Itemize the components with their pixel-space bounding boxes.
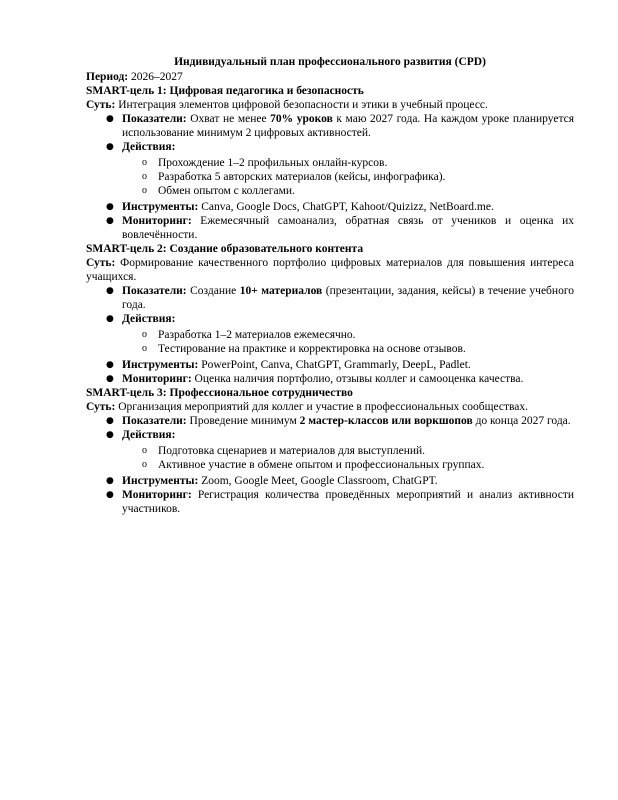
- goal-2-action-1: Разработка 1–2 материалов ежемесячно.: [158, 329, 356, 341]
- bullet-icon: ●: [106, 430, 114, 440]
- circle-bullet-icon: o: [142, 459, 147, 470]
- goal-3-monitoring: [86, 488, 574, 516]
- goal-3-monitoring-text: Регистрация количества проведённых мероприятий и анализ активности участников.: [122, 489, 574, 515]
- goal-3-tools-label: Инструменты:: [122, 475, 199, 487]
- goal-3-indicators-pre: Проведение минимум: [186, 415, 300, 427]
- goal-2-heading: [86, 242, 574, 256]
- goal-1-actions: [86, 140, 574, 198]
- goal-2-action-2: Тестирование на практике и корректировка на основе отзывов.: [158, 343, 466, 355]
- bullet-icon: ●: [106, 314, 114, 324]
- goal-3-heading-text: SMART-цель 3: Профессиональное сотрудничество: [86, 387, 353, 399]
- goal-1-essence-text: Интеграция элементов цифровой безопасности и этики в учебный процесс.: [115, 99, 488, 111]
- bullet-icon: ●: [106, 142, 114, 152]
- bullet-icon: ●: [106, 360, 114, 370]
- circle-bullet-icon: o: [142, 445, 147, 456]
- goal-1-heading: [86, 84, 574, 98]
- list-item: [122, 444, 574, 458]
- goal-3-indicators-post: до конца 2027 года.: [472, 415, 571, 427]
- goal-1-tools-text: Canva, Google Docs, ChatGPT, Kahoot/Quizizz, NetBoard.me.: [198, 201, 494, 213]
- goal-3-list: [86, 414, 574, 516]
- goal-1-indicators-pre: Охват не менее: [186, 113, 271, 125]
- period-label: Период:: [86, 71, 129, 83]
- bullet-icon: ●: [106, 216, 114, 226]
- goal-1-section: [86, 84, 574, 242]
- goal-1-indicators: [86, 112, 574, 140]
- goal-1-monitoring-text: Ежемесячный самоанализ, обратная связь от учеников и оценка их вовлечённости.: [122, 215, 574, 241]
- circle-bullet-icon: o: [142, 329, 147, 340]
- goal-1-list: [86, 112, 574, 242]
- goal-2-essence-label: Суть:: [86, 257, 116, 269]
- circle-bullet-icon: o: [142, 171, 147, 182]
- goal-1-essence-label: Суть:: [86, 99, 116, 111]
- goal-3-indicators-bold: 2 мастер-классов или воркшопов: [299, 415, 473, 427]
- goal-3-section: [86, 386, 574, 516]
- bullet-icon: ●: [106, 202, 114, 212]
- goal-2-tools-text: PowerPoint, Canva, ChatGPT, Grammarly, DeepL, Padlet.: [198, 359, 471, 371]
- goal-2-monitoring-text: Оценка наличия портфолио, отзывы коллег и самооценка качества.: [191, 373, 524, 385]
- goal-1-tools: [86, 200, 574, 214]
- goal-2-actions-label: Действия:: [122, 313, 176, 325]
- goal-3-actions-list: [122, 444, 574, 472]
- goal-2-monitoring: [86, 372, 574, 386]
- bullet-icon: ●: [106, 114, 114, 124]
- list-item: [122, 156, 574, 170]
- bullet-icon: ●: [106, 490, 114, 500]
- goal-1-tools-label: Инструменты:: [122, 201, 199, 213]
- list-item: [122, 184, 574, 198]
- goal-1-actions-list: [122, 156, 574, 198]
- bullet-icon: ●: [106, 374, 114, 384]
- bullet-icon: ●: [106, 286, 114, 296]
- goal-1-indicators-bold: 70% уроков: [270, 113, 333, 125]
- goal-1-monitoring-label: Мониторинг:: [122, 215, 192, 227]
- goal-2-heading-text: SMART-цель 2: Создание образовательного контента: [86, 243, 364, 255]
- goal-2-indicators: [86, 284, 574, 312]
- goal-3-essence: [86, 400, 574, 414]
- goal-3-actions: [86, 428, 574, 472]
- goal-3-action-1: Подготовка сценариев и материалов для выступлений.: [158, 445, 426, 457]
- goal-3-essence-text: Организация мероприятий для коллег и участие в профессиональных сообществах.: [115, 401, 529, 413]
- list-item: [122, 170, 574, 184]
- goal-2-tools-label: Инструменты:: [122, 359, 199, 371]
- goal-1-monitoring: [86, 214, 574, 242]
- list-item: [122, 328, 574, 342]
- goal-2-indicators-pre: Создание: [186, 285, 240, 297]
- document-title: Индивидуальный план профессионального развития (CPD): [174, 56, 486, 68]
- goal-2-monitoring-label: Мониторинг:: [122, 373, 192, 385]
- goal-3-action-2: Активное участие в обмене опытом и профессиональных группах.: [158, 459, 485, 471]
- goal-1-indicators-label: Показатели:: [122, 113, 187, 125]
- goal-2-indicators-bold: 10+ материалов: [239, 285, 323, 297]
- goal-3-essence-label: Суть:: [86, 401, 116, 413]
- circle-bullet-icon: o: [142, 185, 147, 196]
- goal-2-actions-list: [122, 328, 574, 356]
- goal-1-actions-label: Действия:: [122, 141, 176, 153]
- goal-3-indicators-label: Показатели:: [122, 415, 187, 427]
- goal-1-indicators-post: к маю 2027 года. На каждом уроке планируется использование минимум 2 цифровых активностей.: [122, 113, 575, 139]
- period-value: 2026–2027: [128, 71, 183, 83]
- goal-1-essence: [86, 98, 574, 112]
- bullet-icon: ●: [106, 416, 114, 426]
- goal-3-tools: [86, 474, 574, 488]
- goal-2-indicators-post: (презентации, задания, кейсы) в течение учебного года.: [122, 285, 574, 311]
- circle-bullet-icon: o: [142, 343, 147, 354]
- goal-2-essence-text: Формирование качественного портфолио цифровых материалов для повышения интереса учащихся.: [86, 257, 574, 283]
- goal-2-list: [86, 284, 574, 386]
- goal-1-action-2: Разработка 5 авторских материалов (кейсы, инфографика).: [158, 171, 446, 183]
- goal-1-heading-text: SMART-цель 1: Цифровая педагогика и безопасность: [86, 85, 364, 97]
- goal-1-action-1: Прохождение 1–2 профильных онлайн-курсов.: [158, 157, 388, 169]
- circle-bullet-icon: o: [142, 157, 147, 168]
- goal-2-section: [86, 242, 574, 386]
- goal-3-actions-label: Действия:: [122, 429, 176, 441]
- goal-3-indicators: [86, 414, 574, 428]
- list-item: [122, 342, 574, 356]
- goal-3-heading: [86, 386, 574, 400]
- bullet-icon: ●: [106, 476, 114, 486]
- document-body: [86, 55, 574, 516]
- goal-2-indicators-label: Показатели:: [122, 285, 187, 297]
- period-line: [86, 70, 574, 84]
- goal-1-action-3: Обмен опытом с коллегами.: [158, 185, 295, 197]
- goal-3-tools-text: Zoom, Google Meet, Google Classroom, ChatGPT.: [198, 475, 438, 487]
- goal-2-tools: [86, 358, 574, 372]
- goal-2-essence: [86, 256, 574, 284]
- list-item: [122, 458, 574, 472]
- goal-2-actions: [86, 312, 574, 356]
- goal-3-monitoring-label: Мониторинг:: [122, 489, 192, 501]
